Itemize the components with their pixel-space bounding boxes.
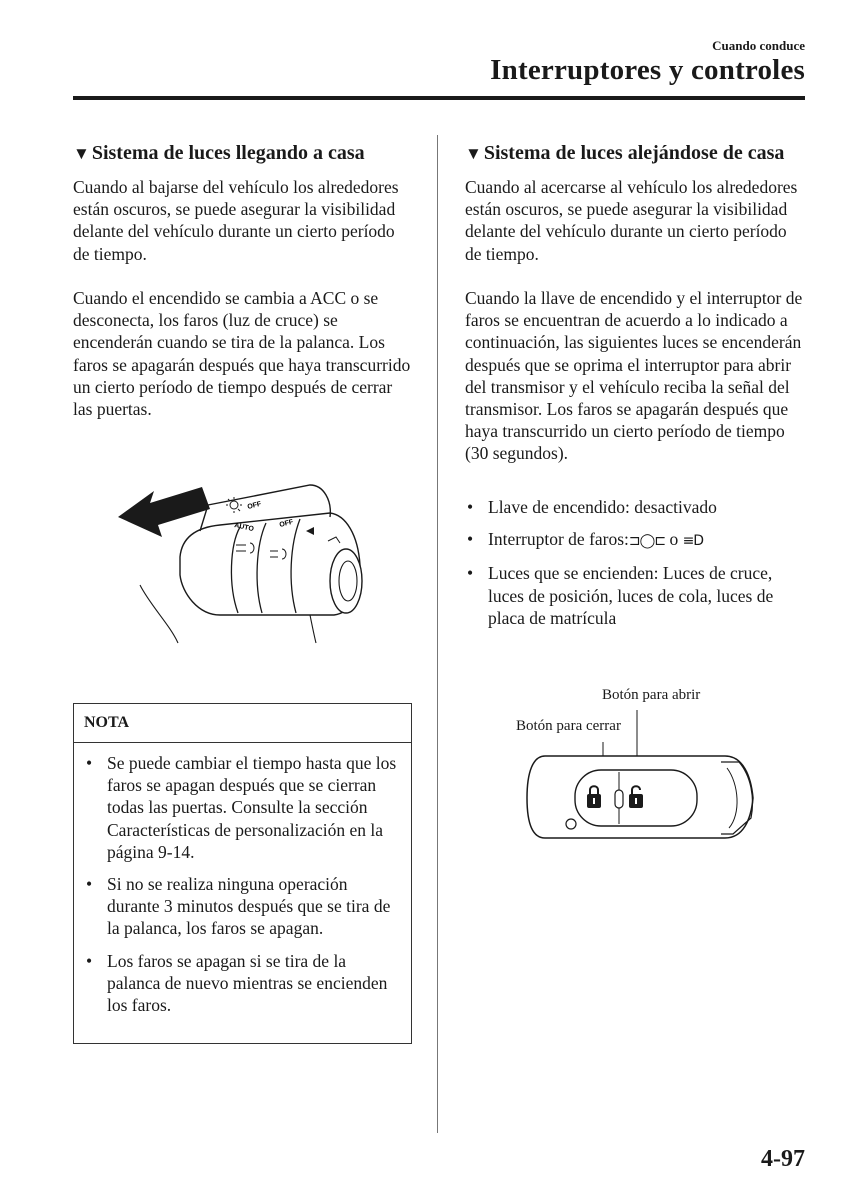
right-paragraph-2: Cuando la llave de encendido y el interruptor de faros se encuentran de acuerdo a lo indicado a continuación, las siguientes luces se encenderán después que se oprima el interruptor para abrir del transmisor y el vehículo reciba la señal del transmisor. Los faros se apagarán después que haya transcurrido un cierto período de tiempo (30 segundos). bbox=[465, 288, 803, 464]
right-section-title: ▼ Sistema de luces alejándose de casa bbox=[465, 142, 785, 164]
triangle-marker-icon: ▼ bbox=[465, 144, 482, 163]
low-beam-icon: ≡D bbox=[682, 533, 704, 550]
list-item: • Luces que se encienden: Luces de cruce, luces de posición, luces de cola, luces de placa de matrícula bbox=[467, 563, 774, 628]
lever-label-off-2: OFF bbox=[278, 518, 295, 529]
left-section-title: ▼ Sistema de luces llegando a casa bbox=[73, 142, 365, 164]
bullet-icon: • bbox=[86, 874, 93, 895]
header-section-label: Cuando conduce bbox=[712, 38, 805, 53]
note-item: • Los faros se apagan si se tira de la palanca de nuevo mientras se encienden los faros. bbox=[86, 950, 388, 1016]
bullet-icon: • bbox=[467, 529, 474, 550]
note-heading: NOTA bbox=[74, 704, 411, 743]
left-paragraph-2: Cuando el encendido se cambia a ACC o se desconecta, los faros (luz de cruce) se encenderán cuando se tira de la palanca. Los faros se apagarán después que haya transcurrido un cierto período de tiempo después de cerrar las puertas. bbox=[73, 288, 411, 420]
key-ring-icon bbox=[615, 790, 623, 808]
pull-arrow-icon bbox=[118, 487, 210, 537]
header-rule bbox=[73, 96, 805, 100]
parking-light-icon: ⊐◯⊏ bbox=[628, 533, 666, 550]
headlight-lever-illustration bbox=[110, 465, 370, 645]
column-divider bbox=[437, 135, 438, 1133]
key-fob-illustration bbox=[525, 706, 760, 846]
right-bullet-list bbox=[465, 496, 807, 639]
triangle-marker-icon: ▼ bbox=[73, 144, 90, 163]
page-number: 4-97 bbox=[761, 1146, 805, 1172]
bullet-icon: • bbox=[467, 497, 474, 517]
list-item: • Interruptor de faros:⊐◯⊏ o ≡D bbox=[467, 529, 704, 550]
list-item: • Llave de encendido: desactivado bbox=[467, 497, 717, 517]
bullet-icon: • bbox=[86, 950, 93, 971]
open-button-label: Botón para abrir bbox=[602, 687, 701, 703]
bullet-icon: • bbox=[467, 563, 474, 584]
right-paragraph-1: Cuando al acercarse al vehículo los alrededores están oscuros, se puede asegurar la visibilidad delante del vehículo durante un cierto período de tiempo. bbox=[465, 177, 798, 264]
bullet-icon: • bbox=[86, 753, 93, 773]
lever-label-off-1: OFF bbox=[246, 500, 263, 511]
note-item: • Si no se realiza ninguna operación durante 3 minutos después que se tira de la palanca, los faros se apagan. bbox=[86, 874, 391, 939]
note-box bbox=[73, 703, 412, 1044]
left-paragraph-1: Cuando al bajarse del vehículo los alrededores están oscuros, se puede asegurar la visibilidad delante del vehículo durante un cierto período de tiempo. bbox=[73, 177, 399, 264]
note-item: • Se puede cambiar el tiempo hasta que los faros se apagan después que se cierran todas las puertas. Consulte la sección Características de personalización en la página 9-14. bbox=[86, 753, 397, 862]
page-title: Interruptores y controles bbox=[490, 54, 805, 86]
lever-label-auto: AUTO bbox=[233, 522, 255, 534]
note-list bbox=[74, 743, 411, 1016]
close-button-label: Botón para cerrar bbox=[516, 718, 621, 734]
